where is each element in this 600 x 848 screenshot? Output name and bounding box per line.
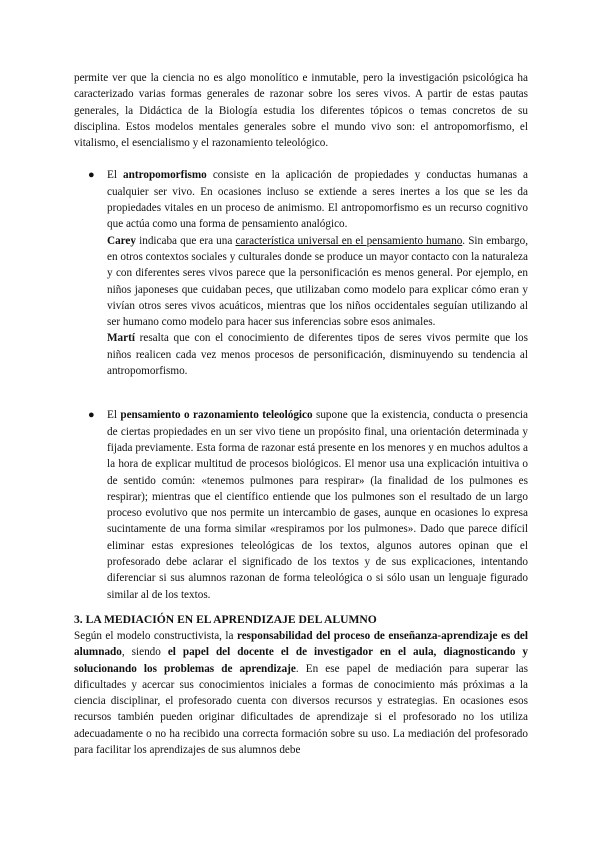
antropomorfismo-paragraph: El antropomorfismo consiste en la aplicación de propiedades y conductas humanas a cualquier ser vivo. En ocasiones incluso se extiende a seres inertes a los que se les da propiedades vitales en un proceso de animismo. El antropomorfismo es un recurso cognitivo que actúa como una forma de pensamiento analógico. <box>107 169 528 231</box>
intro-paragraph: permite ver que la ciencia no es algo monolítico e inmutable, pero la investigación psicológica ha caracterizado varias formas generales de razonar sobre los seres vivos. A partir de estas pautas generales, la Didáctica de la Biología estudia los diferentes tópicos o temas concretos de su disciplina. Estos modelos mentales generales sobre el mundo vivo son: el antropomorfismo, el vitalismo, el esencialismo y el razonamiento teleológico. <box>74 72 528 150</box>
author-marti: Martí <box>107 332 135 345</box>
carey-paragraph: Carey indicaba que era una característica universal en el pensamiento humano. Sin embargo, en otros contextos sociales y culturales donde se produce un mayor contacto con la naturaleza y con diferentes seres vivos parece que la personificación es menos general. Por ejemplo, en niños japoneses que cuidaban peces, que utilizaban como modelo para explicar cómo eran y vivían otros seres vivos acuáticos, mientras que los niños occidentales seguían utilizando al ser humano como modelo para hacer sus inferencias sobre esos animales. <box>107 234 528 329</box>
document-page <box>74 70 528 758</box>
teleologico-paragraph: El pensamiento o razonamiento teleológico supone que la existencia, conducta o presencia de ciertas propiedades en un ser vivo tiene un propósito final, una orientación determinada y fijada previamente. Esta forma de razonar está presente en los menores y en muchos adultos a la hora de explicar multitud de procesos biológicos. El menor usa una explicación intuitiva o de sentido común: «tenemos pulmones para respirar» (la finalidad de los pulmones es respirar); mientras que el científico entiende que los pulmones son el resultado de un largo proceso evolutivo que nos permite un intercambio de gases, aunque en ocasiones lo expresa sucintamente de una forma similar «respiramos por los pulmones». Dado que parece difícil eliminar estas expresiones teleológicas de los textos, algunos autores opinan que el profesorado debe aclarar el significado de los textos y de sus explicaciones, intentando diferenciar si sus alumnos razonan de forma teleológica o si sólo usan un lenguaje figurado similar al de los textos. <box>107 409 528 601</box>
bold-papel-docente: el papel del docente el de investigador en el aula, diagnosticando y solucionando los problemas de aprendizaje <box>74 646 528 675</box>
bold-responsabilidad: responsabilidad del proceso de enseñanza-aprendizaje es del alumnado <box>74 629 529 659</box>
term-teleologico: pensamiento o razonamiento teleológico <box>120 409 313 422</box>
bullet-teleologico <box>74 407 528 603</box>
bullet-icon: ● <box>88 169 95 182</box>
author-carey: Carey <box>107 234 136 247</box>
bullet-antropomorfismo <box>74 167 528 379</box>
section-heading: 3. LA MEDIACIÓN EN EL APRENDIZAJE DEL ALUMNO <box>74 612 377 626</box>
term-antropomorfismo: antropomorfismo <box>123 169 207 182</box>
bullet-icon: ● <box>88 409 95 422</box>
marti-paragraph: Martí resalta que con el conocimiento de diferentes tipos de seres vivos permite que los niños realicen cada vez menos procesos de personificación, disminuyendo su tendencia al antropomorfismo. <box>107 332 528 378</box>
section3-paragraph: Según el modelo constructivista, la responsabilidad del proceso de enseñanza-aprendizaje es del alumnado, siendo el papel del docente el de investigador en el aula, diagnosticando y solucionando los problemas de aprendizaje. En ese papel de mediación para superar las dificultades y acercar sus conocimientos iniciales a formas de conocimiento más próximas a la ciencia disciplinar, el profesorado cuenta con diversos recursos y estrategias. En ocasiones esos recursos también pueden originar dificultades de aprendizaje si el profesorado no los utiliza adecuadamente o no ha recibido una correcta formación sobre su uso. La mediación del profesorado para facilitar los aprendizajes de sus alumnos debe <box>74 629 529 756</box>
underlined-phrase: característica universal en el pensamiento humano <box>235 234 463 247</box>
